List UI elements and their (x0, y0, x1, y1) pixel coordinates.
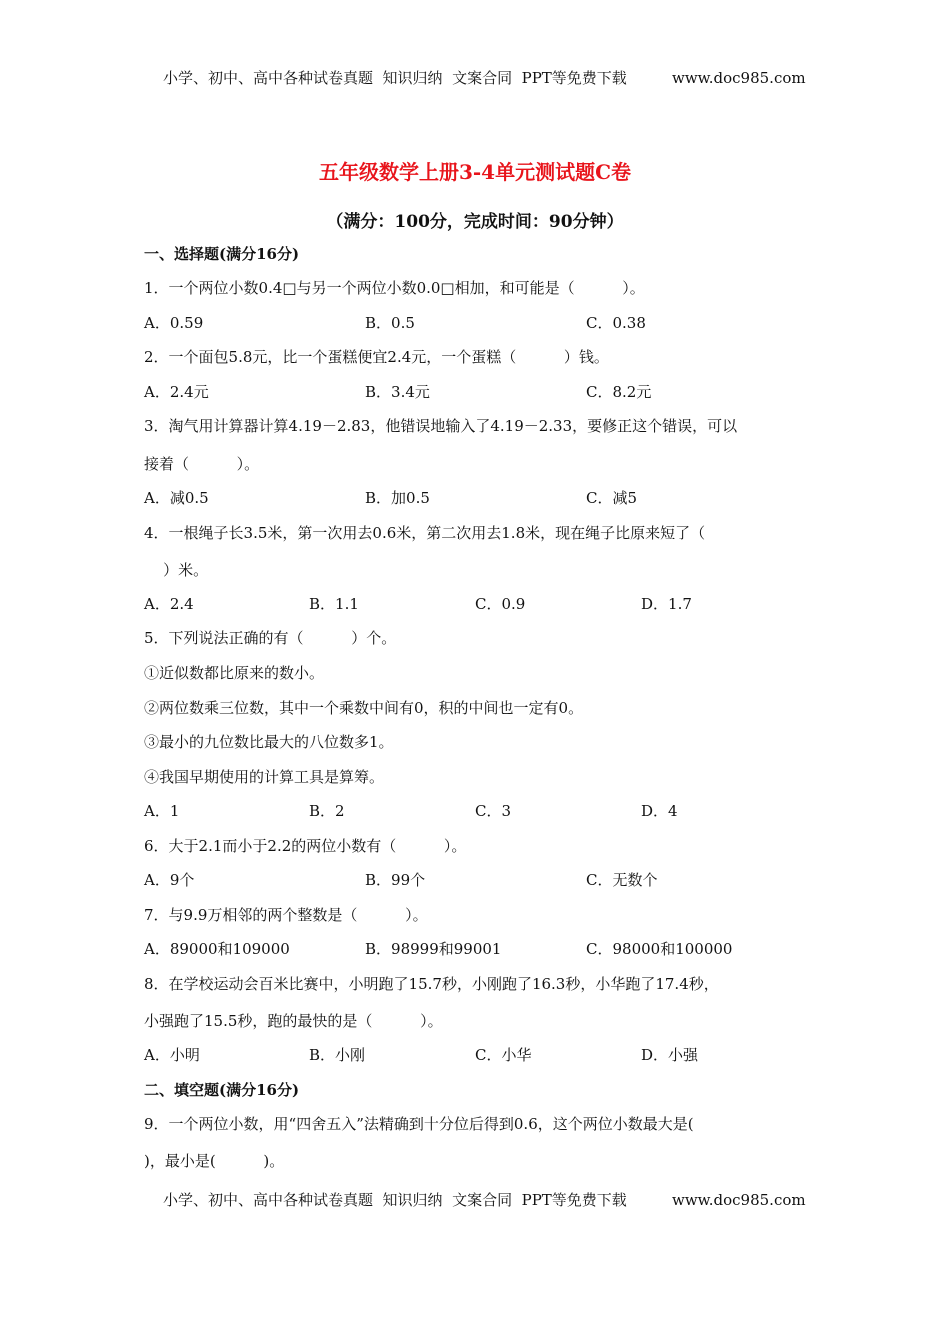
answer-option: A．1 (144, 802, 180, 820)
answer-options (144, 488, 804, 508)
question-text: ②两位数乘三位数，其中一个乘数中间有0，积的中间也一定有0。 (144, 699, 584, 717)
question-text: 小强跑了15.5秒，跑的最快的是（ ）。 (144, 1012, 443, 1030)
answer-option: C．8.2元 (586, 383, 652, 401)
footer-website-link[interactable]: www.doc985.com (672, 1191, 806, 1209)
question-text: 7．与9.9万相邻的两个整数是（ ）。 (144, 906, 428, 924)
answer-option: B．小刚 (309, 1046, 366, 1064)
answer-option: A．减0.5 (144, 489, 209, 507)
answer-option: C．小华 (475, 1046, 532, 1064)
question-text: 3．淘气用计算器计算4.19－2.83，他错误地输入了4.19－2.33，要修正这个错误，可以 (144, 417, 738, 435)
answer-option: C．98000和100000 (586, 940, 733, 958)
footer-left-text: 小学、初中、高中各种试卷真题 知识归纳 文案合同 PPT等免费下载 (163, 1191, 627, 1209)
answer-option: C．0.9 (475, 595, 526, 613)
answer-option: A．2.4 (144, 595, 194, 613)
answer-option: A．89000和109000 (144, 940, 290, 958)
answer-option: B．98999和99001 (365, 940, 502, 958)
answer-options (144, 870, 804, 890)
question-text: ①近似数都比原来的数小。 (144, 664, 325, 682)
answer-options (144, 939, 804, 959)
answer-option: B．0.5 (365, 314, 415, 332)
question-text: 9．一个两位小数，用“四舍五入”法精确到十分位后得到0.6，这个两位小数最大是( (144, 1115, 694, 1133)
page-subtitle: （满分：100分，完成时间：90分钟） (326, 212, 624, 232)
answer-option: B．1.1 (309, 595, 359, 613)
answer-option: B．加0.5 (365, 489, 430, 507)
answer-option: B．3.4元 (365, 383, 430, 401)
question-text: 8．在学校运动会百米比赛中，小明跑了15.7秒，小刚跑了16.3秒，小华跑了17.4秒， (144, 975, 719, 993)
question-text: ）米。 (144, 561, 209, 579)
answer-option: A．小明 (144, 1046, 200, 1064)
section-heading: 一、选择题(满分16分) (144, 245, 300, 263)
answer-options (144, 313, 804, 333)
question-text: 2．一个面包5.8元，比一个蛋糕便宜2.4元，一个蛋糕（ ）钱。 (144, 348, 609, 366)
question-text: 1．一个两位小数0.4□与另一个两位小数0.0□相加，和可能是（ ）。 (144, 279, 645, 297)
question-text: )，最小是( )。 (144, 1152, 285, 1170)
question-text: ④我国早期使用的计算工具是算筹。 (144, 768, 385, 786)
answer-options (144, 801, 804, 821)
answer-option: D．4 (641, 802, 678, 820)
section-heading: 二、填空题(满分16分) (144, 1081, 300, 1099)
header-left-text: 小学、初中、高中各种试卷真题 知识归纳 文案合同 PPT等免费下载 (163, 69, 627, 87)
answer-option: C．0.38 (586, 314, 646, 332)
answer-option: D．1.7 (641, 595, 692, 613)
answer-options (144, 382, 804, 402)
answer-option: A．9个 (144, 871, 195, 889)
answer-option: C．无数个 (586, 871, 658, 889)
answer-options (144, 594, 804, 614)
question-text: 接着（ ）。 (144, 455, 260, 473)
answer-option: A．2.4元 (144, 383, 209, 401)
question-text: 6．大于2.1而小于2.2的两位小数有（ ）。 (144, 837, 467, 855)
answer-option: B．2 (309, 802, 345, 820)
header-website-link[interactable]: www.doc985.com (672, 69, 806, 87)
question-text: 5．下列说法正确的有（ ）个。 (144, 629, 397, 647)
answer-option: B．99个 (365, 871, 426, 889)
answer-option: A．0.59 (144, 314, 204, 332)
answer-option: D．小强 (641, 1046, 699, 1064)
page-title: 五年级数学上册3-4单元测试题C卷 (318, 160, 632, 184)
answer-option: C．减5 (586, 489, 638, 507)
answer-option: C．3 (475, 802, 512, 820)
question-text: ③最小的九位数比最大的八位数多1。 (144, 733, 394, 751)
question-text: 4．一根绳子长3.5米，第一次用去0.6米，第二次用去1.8米，现在绳子比原来短了（ (144, 524, 706, 542)
answer-options (144, 1045, 804, 1065)
